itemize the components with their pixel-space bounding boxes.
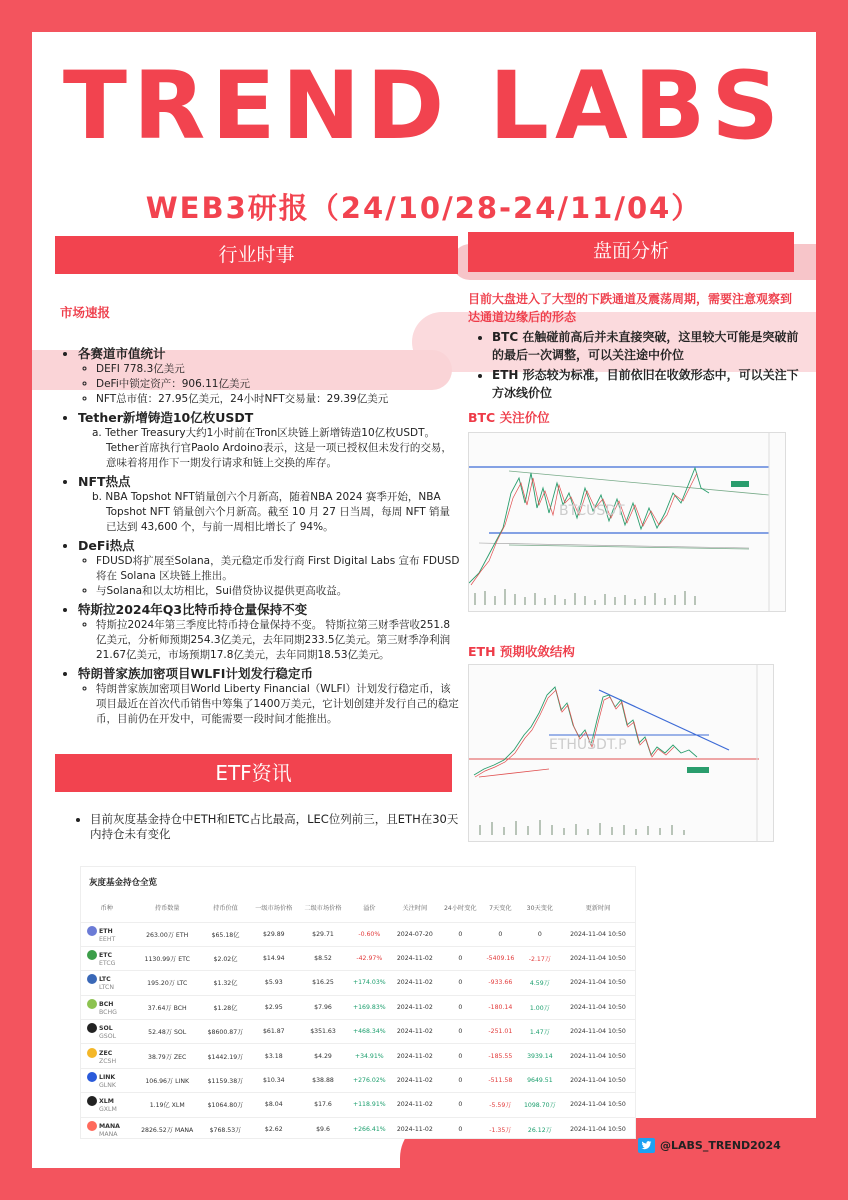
report-subtitle: WEB3研报（24/10/28-24/11/04） [145, 191, 703, 225]
table-cell: 4.59万 [519, 971, 561, 995]
table-cell: 0 [439, 1117, 482, 1141]
table-cell: $3.18 [249, 1044, 298, 1068]
table-cell: 1.00万 [519, 995, 561, 1019]
table-cell: -5409.16 [482, 946, 519, 970]
handle-text: @LABS_TREND2024 [660, 1138, 781, 1152]
table-cell: 2024-11-04 10:50 [561, 922, 635, 946]
table-cell: $16.25 [298, 971, 347, 995]
table-cell: -180.14 [482, 995, 519, 1019]
table-cell: 0 [439, 922, 482, 946]
table-cell: -5.59万 [482, 1093, 519, 1117]
table-cell: +169.83% [348, 995, 391, 1019]
table-cell: -185.55 [482, 1044, 519, 1068]
coin-cell: ETH EEHT [81, 922, 133, 946]
table-cell: 2024-11-02 [391, 946, 439, 970]
table-row[interactable] [81, 1068, 635, 1092]
table-cell: -251.01 [482, 1020, 519, 1044]
table-header-cell: 关注时间 [402, 904, 428, 912]
table-cell: 1098.70万 [519, 1093, 561, 1117]
coin-cell: ZEC ZCSH [81, 1044, 133, 1068]
coin-logo-icon [87, 926, 97, 936]
table-cell: $2.02亿 [202, 946, 249, 970]
table-cell: -1.35万 [482, 1117, 519, 1141]
etf-header: ETF资讯 [55, 754, 452, 792]
svg-text:BTCUSDT: BTCUSDT [559, 503, 625, 519]
eth-chart-svg [469, 665, 774, 842]
table-cell: 2024-11-04 10:50 [561, 946, 635, 970]
table-cell: $1442.19万 [202, 1044, 249, 1068]
coin-logo-icon [87, 1121, 97, 1131]
table-cell: 2024-11-04 10:50 [561, 1020, 635, 1044]
coin-logo-icon [87, 950, 97, 960]
analysis-intro: 目前大盘进入了大型的下跌通道及震荡周期，需要注意观察到达通道边缘后的形态 [468, 292, 793, 324]
table-cell: -42.97% [348, 946, 391, 970]
news-detail: ◦ 与Solana和以太坊相比，Sui借贷协议提供更高收益。 [96, 584, 460, 599]
table-cell: 9649.51 [519, 1068, 561, 1092]
news-detail: ◦ 特斯拉2024年第三季度比特币持仓量保持不变。 特斯拉第三财季营收251.8亿美元，分析师预期254.3亿美元，去年同期233.5亿美元。第三财季净利润21.67亿美元，市场预期17.8亿美元，去年同期18.53亿美元。 [96, 618, 460, 663]
table-cell: 2826.52万 MANA [133, 1117, 202, 1141]
table-cell: +174.03% [348, 971, 391, 995]
analysis-point-btc: • BTC 在触碰前高后并未直接突破，这里较大可能是突破前的最后一次调整，可以关注途中价位 [492, 328, 800, 364]
news-detail: b. NBA Topshot NFT销量创六个月新高，随着NBA 2024 赛季开始，NBA Topshot NFT 销量创六个月新高。截至 10 月 27 日当周，每周 NFT 销量已达到 43,600 个，与前一周相比增长了 94%。 [92, 491, 451, 533]
table-cell: +118.91% [348, 1093, 391, 1117]
table-cell: 37.64万 BCH [133, 995, 202, 1019]
table-cell: 3939.14 [519, 1044, 561, 1068]
market-analysis-header: 盘面分析 [468, 232, 794, 272]
table-cell: +468.34% [348, 1020, 391, 1044]
industry-news-header: 行业时事 [55, 236, 458, 274]
twitter-icon [638, 1138, 655, 1153]
social-handle[interactable] [638, 1136, 813, 1154]
table-cell: $5.93 [249, 971, 298, 995]
grayscale-holdings-table [80, 866, 636, 1139]
table-cell: $768.53万 [202, 1117, 249, 1141]
news-heading: 市场速报 [60, 305, 111, 320]
table-row[interactable] [81, 1020, 635, 1044]
news-item: • NFT热点 b. NBA Topshot NFT销量创六个月新高，随着NBA 2024 赛季开始，NBA Topshot NFT 销量创六个月新高。截至 10 月 27 日当周，每周 NFT 销量已达到 43,600 个，与前一周相比增长了 94%。 [78, 473, 460, 535]
table-cell: 2024-07-20 [391, 922, 439, 946]
coin-cell: SOL GSOL [81, 1020, 133, 1044]
coin-logo-icon [87, 1072, 97, 1082]
table-cell: $2.95 [249, 995, 298, 1019]
table-cell: 2024-11-04 10:50 [561, 1068, 635, 1092]
table-cell: 2024-11-04 10:50 [561, 1044, 635, 1068]
news-detail: ◦ 特朗普家族加密项目World Liberty Financial（WLFI）计划发行稳定币，该项目最近在首次代币销售中筹集了1400万美元，它计划创建并发行自己的稳定币，目前仍在开发中，可能需要一段时间才能推出。 [96, 682, 460, 727]
news-detail: ◦ DEFI 778.3亿美元 [96, 362, 460, 377]
news-detail: a. Tether Treasury大约1小时前在Tron区块链上新增铸造10亿枚USDT。 Tether首席执行官Paolo Ardoino表示，这是一项已授权但未发行的交易，意味着将用作下一期发行请求和链上交换的库存。 [92, 427, 452, 469]
table-cell: $61.87 [249, 1020, 298, 1044]
table-header-cell: 溢价 [363, 904, 376, 912]
news-item: • 特斯拉2024年Q3比特币持仓量保持不变 ◦ 特斯拉2024年第三季度比特币持仓量保持不变。 特斯拉第三财季营收251.8亿美元，分析师预期254.3亿美元，去年同期233.5亿美元。第三财季净利润21.67亿美元，市场预期17.8亿美元，去年同期18.53亿美元。 [78, 601, 460, 663]
table-cell: $17.6 [298, 1093, 347, 1117]
table-cell: 2024-11-02 [391, 995, 439, 1019]
table-cell: -2.17万 [519, 946, 561, 970]
table-cell: 2024-11-02 [391, 1020, 439, 1044]
table-cell: $2.62 [249, 1117, 298, 1141]
eth-chart-label: ETH 预期收敛结构 [468, 644, 575, 659]
table-cell: +276.02% [348, 1068, 391, 1092]
table-cell: $29.89 [249, 922, 298, 946]
table-cell: $38.88 [298, 1068, 347, 1092]
coin-cell: ETC ETCG [81, 946, 133, 970]
table-header-cell: 持币价值 [213, 904, 238, 912]
table-cell: 0 [439, 995, 482, 1019]
table-cell: $1.28亿 [202, 995, 249, 1019]
table-cell: 38.79万 ZEC [133, 1044, 202, 1068]
table-header-cell: 币种 [100, 904, 113, 912]
table-cell: 2024-11-04 10:50 [561, 971, 635, 995]
table-cell: $351.63 [298, 1020, 347, 1044]
table-row[interactable] [81, 971, 635, 995]
table-header-cell: 更新时间 [585, 904, 611, 912]
table-cell: 0 [482, 922, 519, 946]
btc-chart-label: BTC 关注价位 [468, 410, 550, 425]
table-cell: $1159.38万 [202, 1068, 249, 1092]
table-cell: 26.12万 [519, 1117, 561, 1141]
etf-note: • 目前灰度基金持仓中ETH和ETC占比最高，LEC位列前三，且ETH在30天内持仓未有变化 [90, 812, 462, 842]
news-detail: ◦ FDUSD将扩展至Solana，美元稳定币发行商 First Digital Labs 宣布 FDUSD 将在 Solana 区块链上推出。 [96, 554, 460, 584]
table-cell: 2024-11-02 [391, 1068, 439, 1092]
table-cell: $29.71 [298, 922, 347, 946]
news-item: • DeFi热点 ◦ FDUSD将扩展至Solana，美元稳定币发行商 First Digital Labs 宣布 FDUSD 将在 Solana 区块链上推出。 ◦ 与Solana和以太坊相比，Sui借贷协议提供更高收益。 [78, 537, 460, 599]
table-cell: $1064.80万 [202, 1093, 249, 1117]
table-cell: 0 [439, 1068, 482, 1092]
analysis-column [468, 290, 800, 402]
holdings-table [81, 893, 635, 1142]
table-cell: 0 [439, 1093, 482, 1117]
table-cell: 2024-11-04 10:50 [561, 1117, 635, 1141]
coin-logo-icon [87, 999, 97, 1009]
table-cell: 0 [439, 971, 482, 995]
btc-chart-svg [469, 433, 786, 612]
table-header-cell: 24小时变化 [443, 904, 477, 912]
table-cell: 1.19亿 XLM [133, 1093, 202, 1117]
table-row[interactable] [81, 922, 635, 946]
eth-price-chart [468, 664, 774, 842]
table-cell: $10.34 [249, 1068, 298, 1092]
table-cell: 2024-11-02 [391, 1093, 439, 1117]
news-item: • 特朗普家族加密项目WLFI计划发行稳定币 ◦ 特朗普家族加密项目World Liberty Financial（WLFI）计划发行稳定币，该项目最近在首次代币销售中筹集了1400万美元，它计划创建并发行自己的稳定币，目前仍在开发中，可能需要一段时间才能推出。 [78, 665, 460, 727]
news-detail: ◦ NFT总市值：27.95亿美元，24小时NFT交易量：29.39亿美元 [96, 392, 460, 407]
coin-logo-icon [87, 974, 97, 984]
coin-cell: MANA MANA [81, 1117, 133, 1141]
report-title: TREND LABS [62, 52, 786, 161]
table-cell: 0 [439, 1044, 482, 1068]
coin-cell: XLM GXLM [81, 1093, 133, 1117]
table-row[interactable] [81, 946, 635, 970]
table-header-cell: 一级市场价格 [255, 904, 293, 912]
table-cell: +266.41% [348, 1117, 391, 1141]
table-cell: 106.96万 LINK [133, 1068, 202, 1092]
table-cell: 1.47万 [519, 1020, 561, 1044]
table-cell: $4.29 [298, 1044, 347, 1068]
coin-logo-icon [87, 1023, 97, 1033]
coin-cell: LINK GLNK [81, 1068, 133, 1092]
coin-cell: BCH BCHG [81, 995, 133, 1019]
table-cell: 0 [439, 1020, 482, 1044]
table-cell: $9.6 [298, 1117, 347, 1141]
table-cell: 2024-11-04 10:50 [561, 1093, 635, 1117]
analysis-point-eth: • ETH 形态较为标准，目前依旧在收敛形态中，可以关注下方冰线价位 [492, 366, 800, 402]
table-header-cell: 30天变化 [526, 904, 554, 912]
grayscale-table-title: 灰度基金持仓全览 [89, 878, 158, 888]
table-cell: 2024-11-02 [391, 1044, 439, 1068]
table-header-cell: 持币数量 [154, 904, 180, 912]
table-cell: 52.48万 SOL [133, 1020, 202, 1044]
table-cell: -511.58 [482, 1068, 519, 1092]
table-cell: 195.20万 LTC [133, 971, 202, 995]
table-cell: 263.00万 ETH [133, 922, 202, 946]
table-header-cell: 7天变化 [489, 904, 512, 912]
table-cell: $8.04 [249, 1093, 298, 1117]
table-cell: $8.52 [298, 946, 347, 970]
news-column [60, 303, 460, 727]
coin-logo-icon [87, 1096, 97, 1106]
svg-text:ETHUSDT.P: ETHUSDT.P [549, 737, 627, 753]
table-cell: 0 [519, 922, 561, 946]
news-detail: ◦ DeFi中锁定资产：906.11亿美元 [96, 377, 460, 392]
table-row[interactable] [81, 1093, 635, 1117]
coin-logo-icon [87, 1048, 97, 1058]
news-item: • Tether新增铸造10亿枚USDT a. Tether Treasury大约1小时前在Tron区块链上新增铸造10亿枚USDT。 Tether首席执行官Paolo Ardoino表示，这是一项已授权但未发行的交易，意味着将用作下一期发行请求和链上交换的库存。 [78, 409, 460, 471]
table-cell: 2024-11-02 [391, 1117, 439, 1141]
etf-notes [90, 812, 462, 842]
table-row[interactable] [81, 1044, 635, 1068]
news-item: • 各赛道市值统计 ◦ DEFI 778.3亿美元 ◦ DeFi中锁定资产：906.11亿美元 ◦ NFT总市值：27.95亿美元，24小时NFT交易量：29.39亿美元 [78, 345, 460, 407]
table-cell: 0 [439, 946, 482, 970]
table-row[interactable] [81, 1117, 635, 1141]
table-cell: $1.32亿 [202, 971, 249, 995]
coin-cell: LTC LTCN [81, 971, 133, 995]
table-cell: $8600.87万 [202, 1020, 249, 1044]
table-cell: $14.94 [249, 946, 298, 970]
table-header-cell: 二级市场价格 [304, 904, 342, 912]
table-cell: 2024-11-04 10:50 [561, 995, 635, 1019]
table-cell: $65.18亿 [202, 922, 249, 946]
table-cell: -933.66 [482, 971, 519, 995]
table-cell: $7.96 [298, 995, 347, 1019]
table-cell: 2024-11-02 [391, 971, 439, 995]
table-cell: 1130.99万 ETC [133, 946, 202, 970]
btc-price-chart [468, 432, 786, 612]
table-cell: +34.91% [348, 1044, 391, 1068]
table-cell: -0.60% [348, 922, 391, 946]
table-row[interactable] [81, 995, 635, 1019]
